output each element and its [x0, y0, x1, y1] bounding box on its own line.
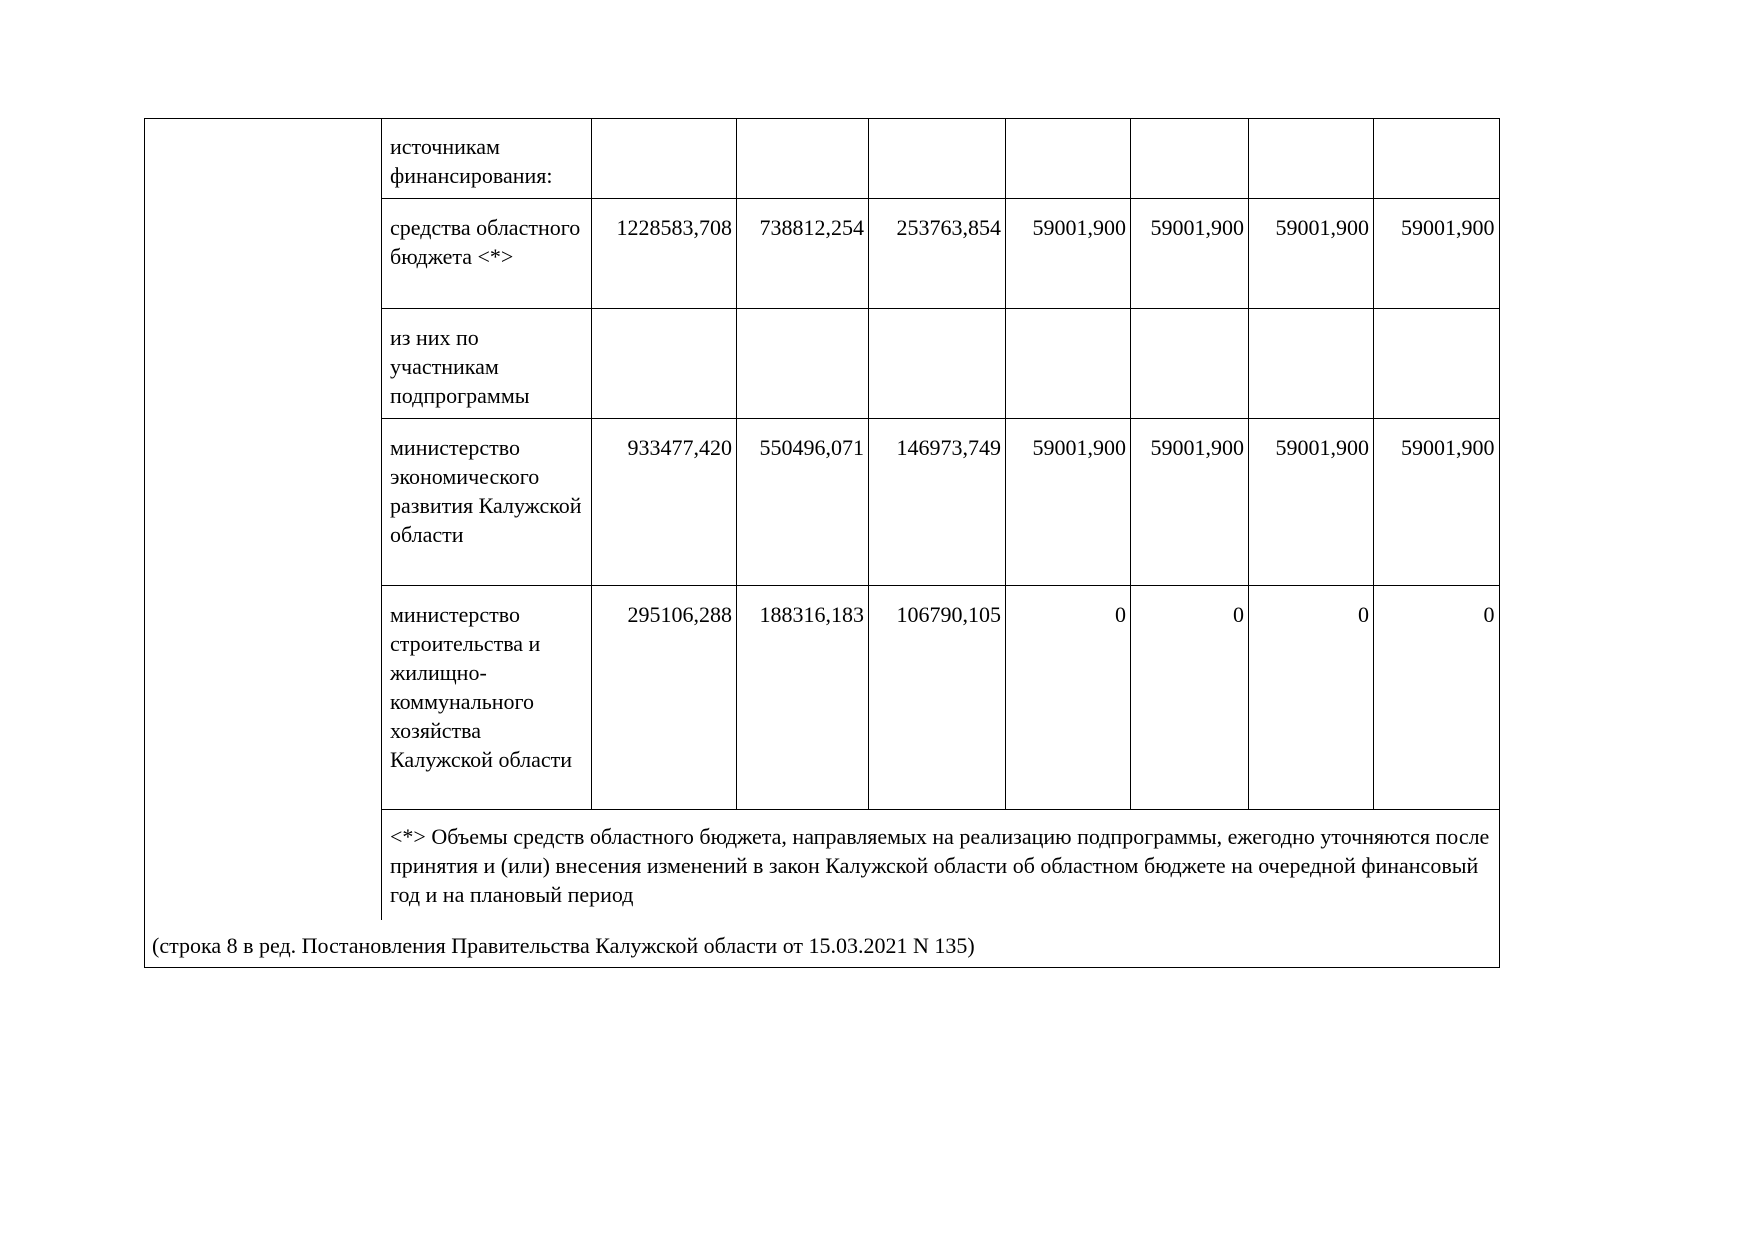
- value-cell: 59001,900: [1374, 199, 1499, 309]
- value-cell: 1228583,708: [592, 199, 737, 309]
- financing-table: [381, 118, 1499, 920]
- value-cell: 933477,420: [592, 419, 737, 586]
- value-cell: [1131, 309, 1249, 419]
- value-cell: 0: [1131, 586, 1249, 810]
- value-cell: 738812,254: [737, 199, 869, 309]
- value-cell: [1249, 118, 1374, 199]
- table-row: [382, 118, 1499, 199]
- value-cell: [1006, 309, 1131, 419]
- value-cell: [592, 118, 737, 199]
- row-label: министерство строительства и жилищно-коммунального хозяйства Калужской области: [382, 586, 592, 810]
- footnote: <*> Объемы средств областного бюджета, направляемых на реализацию подпрограммы, ежегодно уточняются после принятия и (или) внесения изменений в закон Калужской области об областном бюджете на очередной финансовый год и на плановый период: [382, 810, 1499, 920]
- row-label: министерство экономического развития Калужской области: [382, 419, 592, 586]
- value-cell: [869, 309, 1006, 419]
- row-label: средства областного бюджета <*>: [382, 199, 592, 309]
- value-cell: 295106,288: [592, 586, 737, 810]
- value-cell: [869, 118, 1006, 199]
- table-row: [382, 419, 1499, 586]
- value-cell: 59001,900: [1131, 419, 1249, 586]
- value-cell: 59001,900: [1249, 419, 1374, 586]
- value-cell: [1006, 118, 1131, 199]
- value-cell: [1249, 309, 1374, 419]
- value-cell: 0: [1374, 586, 1499, 810]
- value-cell: 0: [1249, 586, 1374, 810]
- value-cell: 146973,749: [869, 419, 1006, 586]
- value-cell: 550496,071: [737, 419, 869, 586]
- value-cell: [737, 118, 869, 199]
- value-cell: [592, 309, 737, 419]
- row-label: источникам финансирования:: [382, 118, 592, 199]
- value-cell: [1131, 118, 1249, 199]
- value-cell: [737, 309, 869, 419]
- value-cell: 59001,900: [1006, 199, 1131, 309]
- value-cell: 188316,183: [737, 586, 869, 810]
- table-row: [382, 586, 1499, 810]
- value-cell: 59001,900: [1249, 199, 1374, 309]
- value-cell: [1374, 118, 1499, 199]
- value-cell: 253763,854: [869, 199, 1006, 309]
- value-cell: 106790,105: [869, 586, 1006, 810]
- table-row: [382, 199, 1499, 309]
- table-row: [382, 309, 1499, 419]
- value-cell: 59001,900: [1374, 419, 1499, 586]
- footnote-row: [382, 810, 1499, 920]
- value-cell: 59001,900: [1006, 419, 1131, 586]
- row-label: из них по участникам подпрограммы: [382, 309, 592, 419]
- value-cell: 0: [1006, 586, 1131, 810]
- value-cell: [1374, 309, 1499, 419]
- value-cell: 59001,900: [1131, 199, 1249, 309]
- edition-note: (строка 8 в ред. Постановления Правительства Калужской области от 15.03.2021 N 135): [152, 933, 975, 958]
